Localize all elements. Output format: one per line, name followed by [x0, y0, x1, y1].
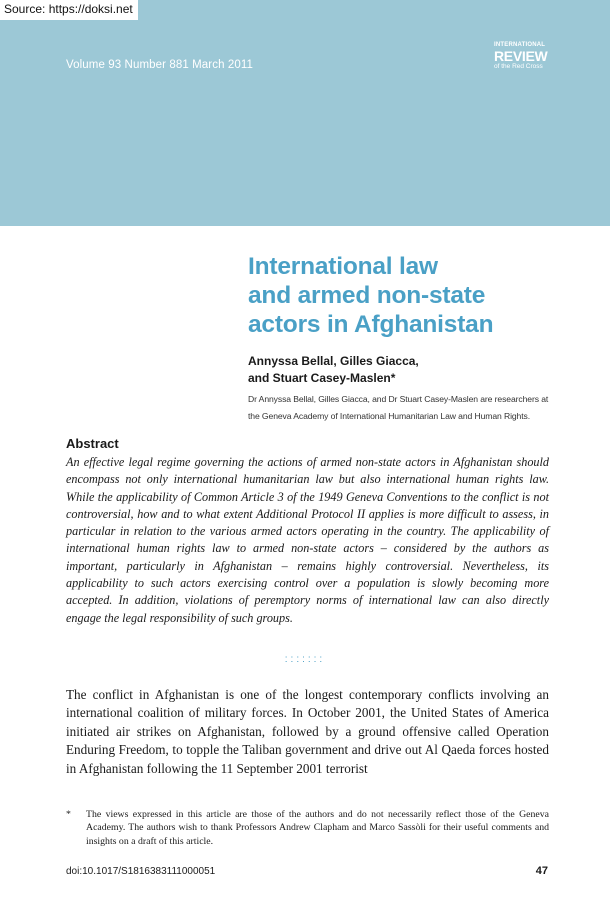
journal-logo-line3: of the Red Cross	[494, 63, 543, 70]
footnote-text: The views expressed in this article are those of the authors and do not necessarily reflect those of the Geneva Academy. The authors wish to thank Professors Andrew Clapham and Marco Sassòli for their useful comments and insights on a draft of this article.	[86, 809, 549, 847]
section-separator: :::::::	[284, 654, 326, 665]
author-line: Annyssa Bellal, Gilles Giacca,	[248, 354, 419, 368]
author-affiliation	[248, 391, 558, 425]
title-line: and armed non-state	[248, 282, 486, 309]
author-list	[248, 353, 568, 387]
affiliation-line: the Geneva Academy of International Humanitarian Law and Human Rights.	[248, 411, 531, 421]
page-number: 47	[535, 865, 548, 877]
affiliation-line: Dr Annyssa Bellal, Gilles Giacca, and Dr Stuart Casey-Maslen are researchers at	[248, 394, 549, 404]
journal-logo	[494, 42, 554, 71]
header-banner	[0, 0, 610, 226]
footnote-mark: *	[66, 809, 71, 820]
footnote	[66, 808, 549, 848]
doi-label: doi:10.1017/S1816383111000051	[66, 866, 216, 877]
title-line: actors in Afghanistan	[248, 311, 494, 338]
author-line: and Stuart Casey-Maslen*	[248, 371, 396, 385]
journal-logo-line2: REVIEW	[494, 48, 548, 64]
journal-logo-line1: INTERNATIONAL	[494, 42, 546, 48]
body-paragraph: The conflict in Afghanistan is one of the longest contemporary conflicts involving an international coalition of military forces. In October 2001, the United States of America initiated air strikes on Afghanistan, followed by a ground offensive called Operation Enduring Freedom, to topple the Taliban government and drive out Al Qaeda forces hosted in Afghanistan following the 11 September 2001 terrorist	[66, 687, 549, 776]
abstract-text: An effective legal regime governing the actions of armed non-state actors in Afghanistan should encompass not only international humanitarian law but also international human rights law. While the applicability of Common Article 3 of the 1949 Geneva Conventions to the conflict is not controversial, how and to what extent Additional Protocol II applies is more difficult to assess, in particular in relation to the various armed actors operating in the country. The applicability of international human rights law to armed non-state actors – considered by the authors as important, particularly in Afghanistan – remains highly controversial. Nevertheless, its applicability to such actors exercising control over a population is slowly becoming more accepted. In addition, violations of peremptory norms of international law can also directly engage the legal responsibility of such groups.	[66, 455, 549, 625]
abstract-heading: Abstract	[66, 436, 119, 451]
title-line: International law	[248, 253, 438, 280]
volume-info: Volume 93 Number 881 March 2011	[66, 59, 253, 71]
article-title	[248, 252, 578, 339]
source-label[interactable]: Source: https://doksi.net	[0, 0, 138, 20]
